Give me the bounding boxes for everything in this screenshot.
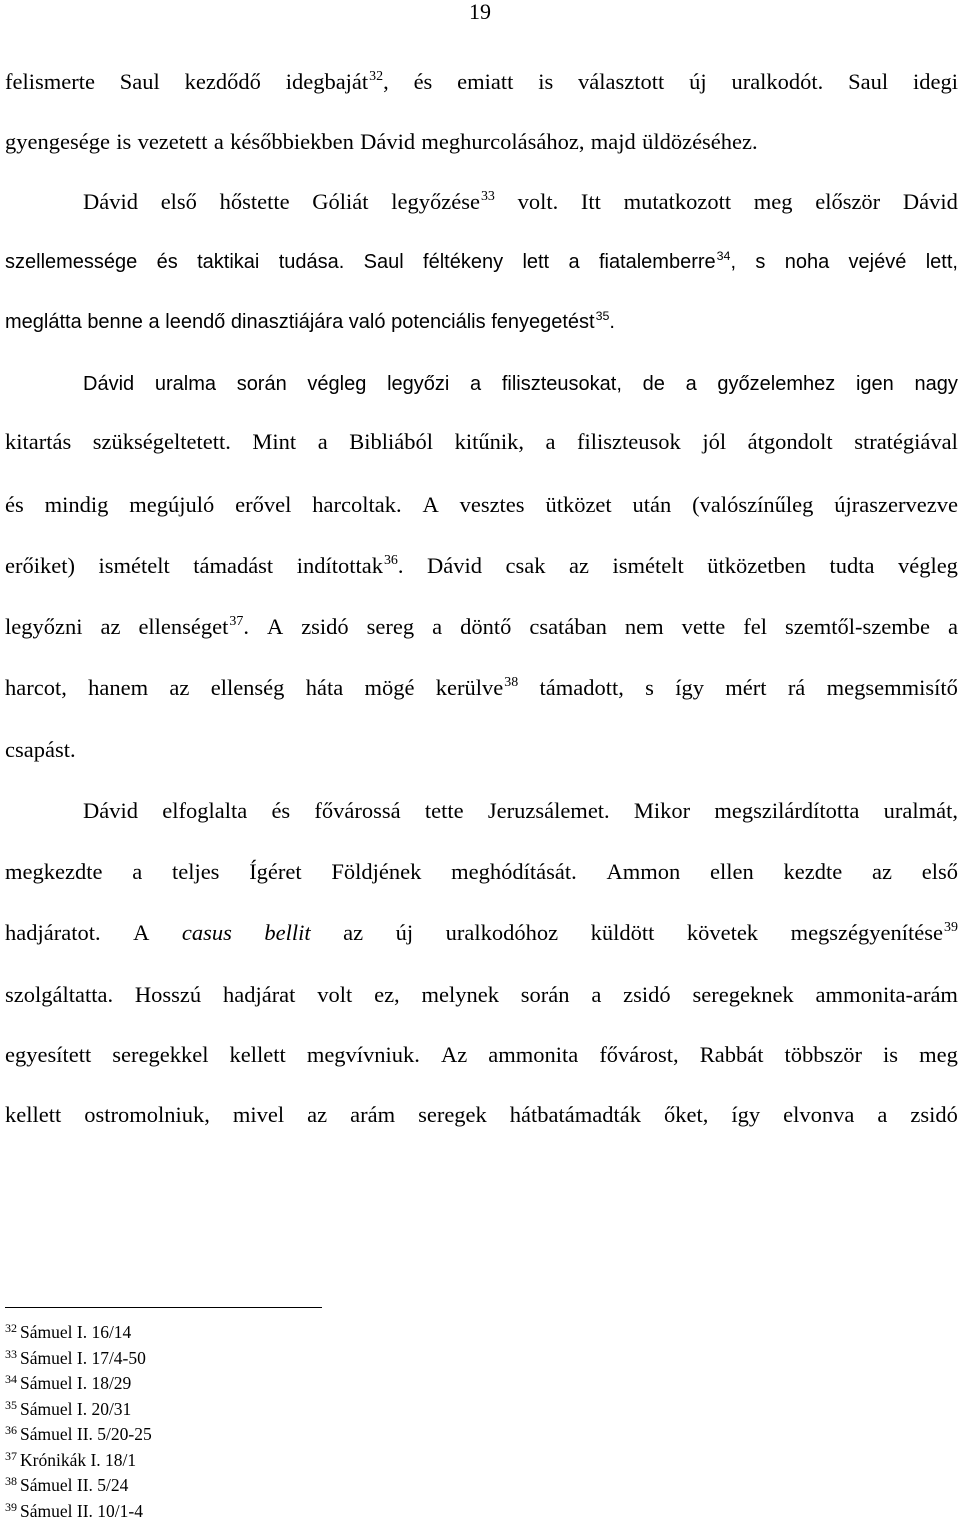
word: dinasztiájára [230, 311, 344, 333]
text-line [5, 127, 958, 157]
word: a [545, 429, 556, 454]
word: A [266, 614, 284, 639]
word: a [685, 373, 697, 395]
footnote-text: Sámuel I. 20/31 [20, 1399, 132, 1419]
word: nagy [914, 373, 958, 395]
word: zsidó [301, 614, 349, 639]
word: volt [317, 982, 353, 1007]
word: megszégyenítése$^{39}$ [790, 920, 958, 945]
word: benne [87, 311, 143, 333]
footnote-number: 38 [5, 1474, 17, 1488]
word: tudása. [278, 251, 345, 273]
word: tudta [829, 553, 875, 578]
word: casus [181, 920, 232, 945]
footnote-reference: 35 [595, 309, 610, 324]
word: filiszteusok [577, 429, 681, 454]
word: gyengesége [5, 129, 110, 154]
word: és [271, 798, 291, 823]
word: ez, [374, 982, 400, 1007]
word: hőstette [219, 189, 290, 214]
word: során [520, 982, 570, 1007]
footnote [5, 1347, 146, 1369]
footnote-reference: 38 [504, 675, 519, 691]
word: őket, [664, 1102, 709, 1127]
word: a [317, 429, 328, 454]
word: zsidó [910, 1102, 958, 1127]
word: ammonita [488, 1042, 579, 1067]
word: zsidó [623, 982, 671, 1007]
text-line [5, 918, 958, 948]
word: során [236, 373, 287, 395]
text-line [83, 187, 958, 217]
word: csatában [529, 614, 607, 639]
word: meglátta [5, 311, 82, 333]
word: az [307, 1102, 328, 1127]
page-number: 19 [469, 0, 491, 24]
word: követek [686, 920, 759, 945]
word: teljes [171, 859, 220, 884]
word: igen [855, 373, 894, 395]
word: ammonita-arám [815, 982, 958, 1007]
word: és [413, 69, 433, 94]
word: mutatkozott [623, 189, 732, 214]
footnote-reference: 36 [383, 553, 398, 569]
word: Földjének [331, 859, 422, 884]
text-line [5, 427, 958, 457]
word: támadást [193, 553, 274, 578]
word: Mikor [633, 798, 691, 823]
word: meg [919, 1042, 958, 1067]
word: mivel [232, 1102, 285, 1127]
word: az [100, 614, 121, 639]
footnote-text: Sámuel II. 5/20-25 [20, 1424, 152, 1444]
word: ellenség [210, 675, 285, 700]
word: ütközetben [707, 553, 806, 578]
word: (valószínűleg [692, 492, 814, 517]
word: fenyegetést$^{35}$. [491, 309, 615, 333]
word: a [432, 614, 443, 639]
word: az [569, 553, 589, 578]
text-line [5, 673, 958, 703]
text-line [5, 980, 958, 1010]
word: megvívniuk. [306, 1042, 420, 1067]
word: stratégiával [854, 429, 958, 454]
word: indítottak$^{36}$. [296, 553, 404, 578]
word: is [883, 1042, 899, 1067]
word: választott [578, 69, 665, 94]
word: szemtől-szembe [785, 614, 930, 639]
word: Rabbát [699, 1042, 764, 1067]
word: először [815, 189, 881, 214]
word: és [156, 251, 178, 273]
word: fővárossá [314, 798, 401, 823]
text-line [5, 1100, 958, 1130]
word: Góliát [312, 189, 369, 214]
word: kitartás [5, 429, 72, 454]
word: ellenséget$^{37}$. [138, 614, 249, 639]
word: filiszteusokat, [501, 373, 622, 395]
word: potenciális [391, 311, 486, 333]
text-line [5, 307, 958, 337]
word: melynek [421, 982, 499, 1007]
word: sereg [366, 614, 415, 639]
word: vezetett [137, 129, 208, 154]
text-line [5, 857, 958, 887]
word: a [213, 129, 224, 154]
word: csapást. [5, 737, 76, 762]
footnote-number: 37 [5, 1449, 17, 1463]
footnote-reference: 34 [716, 249, 731, 264]
word: Dávid [83, 798, 138, 823]
word: lett [522, 251, 550, 273]
footnote-separator [5, 1307, 322, 1308]
word: mért [725, 675, 767, 700]
word: Saul [363, 251, 404, 273]
word: nem [624, 614, 664, 639]
word: de [642, 373, 665, 395]
word: végleg [897, 553, 958, 578]
word: lett, [925, 251, 958, 273]
word: kitűnik, [454, 429, 524, 454]
word: ütközet [545, 492, 612, 517]
footnote-text: Sámuel I. 17/4-50 [20, 1348, 146, 1368]
word: volt. [517, 189, 559, 214]
word: elvonva [783, 1102, 855, 1127]
word: Dávid [83, 373, 135, 395]
word: így [675, 675, 704, 700]
footnote-number: 39 [5, 1500, 17, 1514]
word: szükségeltetett. [92, 429, 231, 454]
word: is [116, 129, 132, 154]
footnote [5, 1474, 128, 1496]
word: való [348, 311, 386, 333]
word: újraszervezve [834, 492, 958, 517]
word: kezdte [783, 859, 843, 884]
footnote-reference: 32 [369, 69, 384, 85]
word: erővel [235, 492, 292, 517]
word: idegbaját$^{32}$, [285, 69, 389, 94]
word: Itt [580, 189, 601, 214]
word: majd [590, 129, 636, 154]
text-line [83, 369, 958, 399]
word: hátbatámadták [509, 1102, 641, 1127]
word: új [395, 920, 414, 945]
word: Az [440, 1042, 468, 1067]
word: megújuló [129, 492, 215, 517]
word: erőiket) [5, 553, 75, 578]
footnote-reference: 37 [229, 614, 244, 630]
word: harcoltak. [312, 492, 402, 517]
word: kezdődő [184, 69, 261, 94]
word: seregeknek [692, 982, 794, 1007]
footnote [5, 1398, 131, 1420]
text-line [5, 490, 958, 520]
word: megsemmisítő [826, 675, 958, 700]
word: elfoglalta [162, 798, 248, 823]
footnote-reference: 33 [480, 189, 495, 205]
word: ostromolniuk, [84, 1102, 210, 1127]
word: ismételt [612, 553, 684, 578]
word: Saul [848, 69, 889, 94]
word: szellemessége [5, 251, 138, 273]
word: fel [743, 614, 768, 639]
word: későbbiekben [230, 129, 354, 154]
word: s [645, 675, 654, 700]
word: meghódítását. [451, 859, 577, 884]
word: üldözéséhez. [642, 129, 758, 154]
footnote-number: 36 [5, 1423, 17, 1437]
word: és [5, 492, 24, 517]
word: csak [505, 553, 546, 578]
word: többször [784, 1042, 862, 1067]
word: legyőzése$^{33}$ [391, 189, 495, 214]
word: támadott, [539, 675, 624, 700]
word: új [689, 69, 707, 94]
word: vejévé [848, 251, 907, 273]
word: vesztes [459, 492, 525, 517]
word: uralma [154, 373, 216, 395]
word: első [921, 859, 958, 884]
text-line [5, 1040, 958, 1070]
word: s [755, 251, 766, 273]
word: seregek [418, 1102, 487, 1127]
word: taktikai [197, 251, 260, 273]
word: a [591, 982, 602, 1007]
footnote-number: 35 [5, 1398, 17, 1412]
footnote [5, 1500, 143, 1522]
word: emiatt [457, 69, 514, 94]
footnote-text: Sámuel II. 5/24 [20, 1475, 129, 1495]
word: háta [305, 675, 344, 700]
word: jól [702, 429, 727, 454]
word: a [148, 311, 160, 333]
word: a [470, 373, 482, 395]
word: mögé [364, 675, 415, 700]
footnote [5, 1321, 131, 1343]
footnote-text: Krónikák I. 18/1 [20, 1450, 137, 1470]
footnote-text: Sámuel I. 18/29 [20, 1373, 132, 1393]
word: legyőzni [5, 614, 83, 639]
footnote [5, 1449, 136, 1471]
word: arám [350, 1102, 396, 1127]
word: döntő [460, 614, 512, 639]
text-line [5, 735, 958, 765]
word: az [169, 675, 190, 700]
word: fővárost, [599, 1042, 679, 1067]
word: küldött [590, 920, 655, 945]
word: Ígéret [249, 859, 302, 884]
footnote-number: 33 [5, 1347, 17, 1361]
word: rá [787, 675, 806, 700]
text-line [5, 247, 958, 277]
word: is [538, 69, 554, 94]
word: átgondolt [747, 429, 833, 454]
text-line [5, 612, 958, 642]
word: egyesített [5, 1042, 92, 1067]
word: kellett [229, 1042, 286, 1067]
word: Dávid [360, 129, 416, 154]
word: a [877, 1102, 888, 1127]
word: A [422, 492, 439, 517]
word: Mint [252, 429, 297, 454]
word: győzelemhez [717, 373, 836, 395]
word: Hosszú [134, 982, 202, 1007]
word: hanem [88, 675, 149, 700]
text-line [5, 67, 958, 97]
word: a [132, 859, 143, 884]
word: fiatalemberre$^{34}$, [598, 249, 737, 273]
footnote-reference: 39 [944, 920, 958, 936]
word: így [731, 1102, 761, 1127]
word: az [871, 859, 892, 884]
word: kellett [5, 1102, 62, 1127]
word: idegi [912, 69, 958, 94]
word: Dávid [83, 189, 138, 214]
word: hadjárat [222, 982, 296, 1007]
word: Saul [119, 69, 160, 94]
word: felismerte [5, 69, 95, 94]
word: mindig [44, 492, 109, 517]
word: ismételt [98, 553, 170, 578]
word: ellen [710, 859, 754, 884]
word: a [568, 251, 580, 273]
word: legyőzi [387, 373, 450, 395]
word: Jeruzsálemet. [487, 798, 610, 823]
word: megkezdte [5, 859, 103, 884]
word: tette [424, 798, 464, 823]
word: uralmát, [883, 798, 958, 823]
word: megszilárdította [714, 798, 860, 823]
word: végleg [307, 373, 367, 395]
word: leendő [165, 311, 226, 333]
footnote [5, 1423, 152, 1445]
word: meg [753, 189, 793, 214]
text-line [5, 551, 958, 581]
word: uralkodóhoz [445, 920, 559, 945]
footnote-number: 34 [5, 1372, 17, 1386]
footnote [5, 1372, 131, 1394]
word: első [160, 189, 197, 214]
word: Ammon [606, 859, 681, 884]
word: a [947, 614, 958, 639]
word: féltékeny [423, 251, 504, 273]
word: meghurcolásához, [421, 129, 585, 154]
footnote-text: Sámuel I. 16/14 [20, 1322, 132, 1342]
footnote-text: Sámuel II. 10/1-4 [20, 1501, 143, 1521]
footnote-number: 32 [5, 1321, 17, 1335]
word: az [343, 920, 364, 945]
word: szolgáltatta. [5, 982, 114, 1007]
word: bellit [264, 920, 311, 945]
word: Dávid [427, 553, 483, 578]
word: vette [681, 614, 726, 639]
word: noha [784, 251, 830, 273]
word: uralkodót. [731, 69, 824, 94]
word: után [632, 492, 672, 517]
word: A [133, 920, 150, 945]
word: kerülve$^{38}$ [435, 675, 519, 700]
word: Dávid [902, 189, 958, 214]
word: Bibliából [349, 429, 434, 454]
word: harcot, [5, 675, 67, 700]
word: seregekkel [112, 1042, 209, 1067]
text-line [83, 796, 958, 826]
word: hadjáratot. [5, 920, 101, 945]
